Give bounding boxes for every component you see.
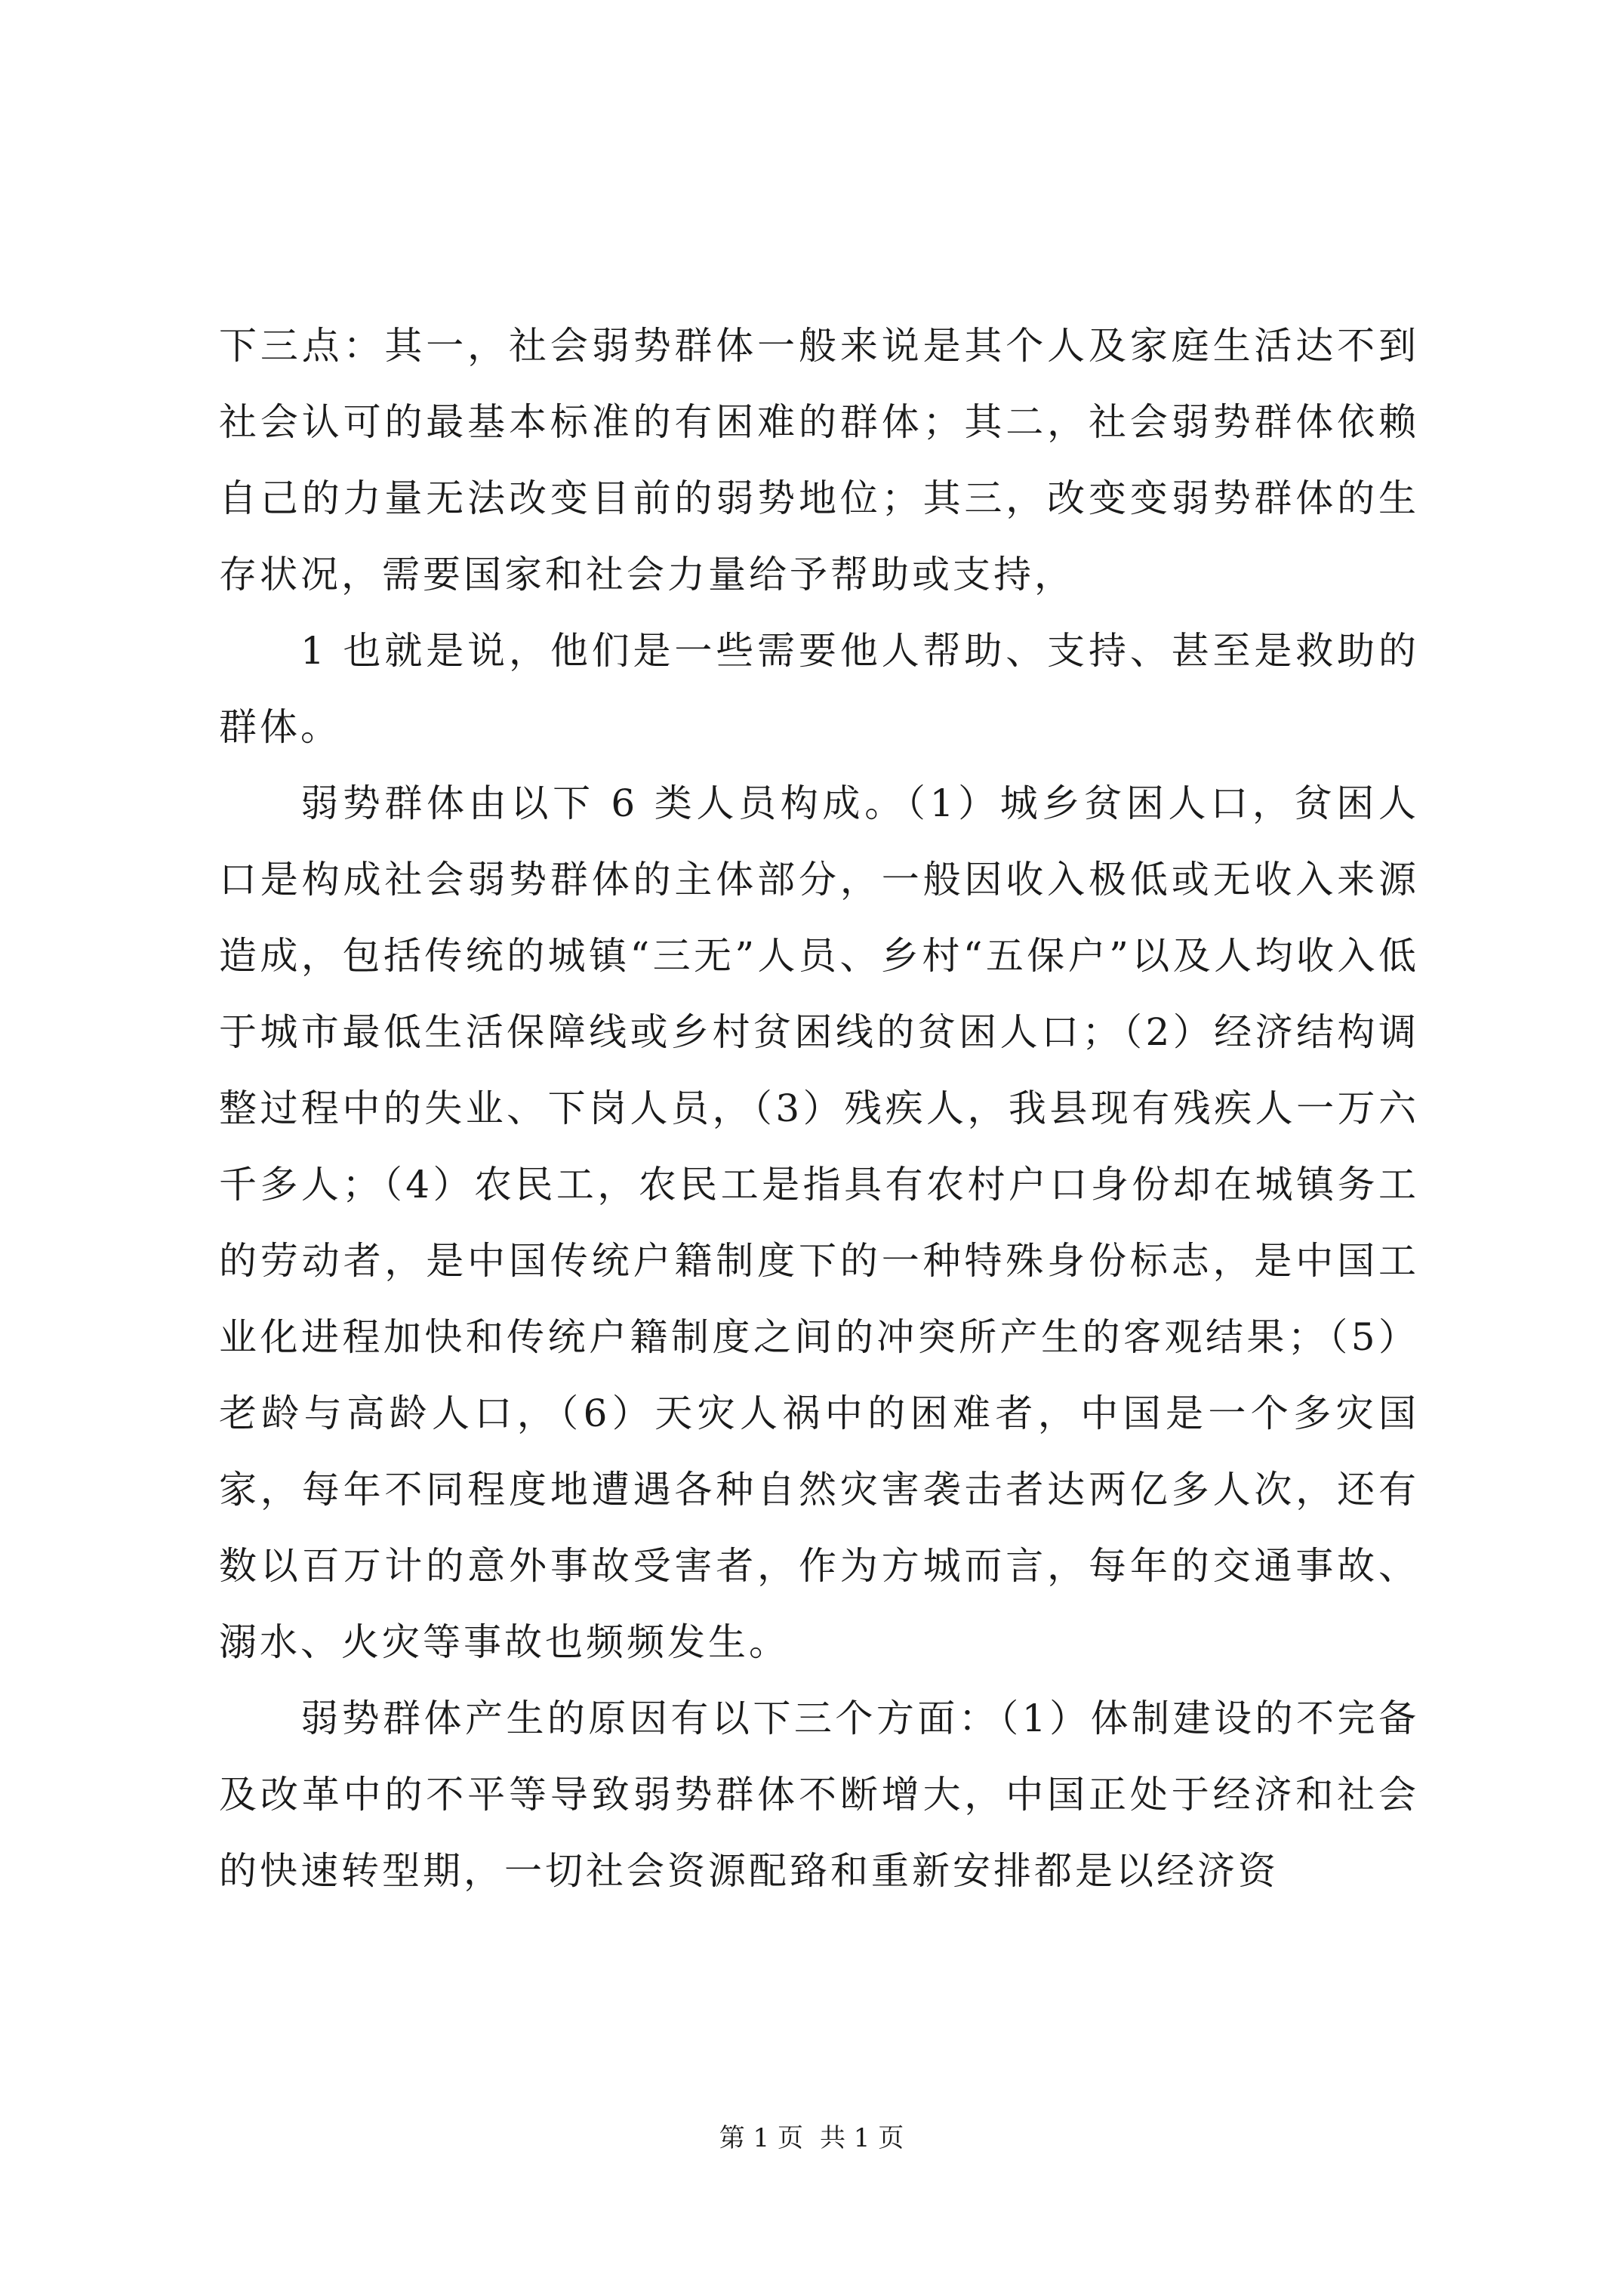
page-number: 第 1 页 [719, 2123, 803, 2153]
paragraph-4: 弱势群体产生的原因有以下三个方面：（1）体制建设的不完备及改革中的不平等导致弱势群体不断增大，中国正处于经济和社会的快速转型期，一切社会资源配臵和重新安排都是以经济资 [219, 1697, 1419, 1893]
page-total: 共 1 页 [820, 2123, 904, 2153]
paragraph-2: 1 也就是说，他们是一些需要他人帮助、支持、甚至是救助的群体。 [219, 629, 1419, 749]
paragraph-1: 下三点：其一，社会弱势群体一般来说是其个人及家庭生活达不到社会认可的最基本标准的有困难的群体；其二，社会弱势群体依赖自己的力量无法改变目前的弱势地位；其三，改变变弱势群体的生存状况，需要国家和社会力量给予帮助或支持， [219, 324, 1419, 596]
page-footer [0, 2123, 1623, 2153]
paragraph-3: 弱势群体由以下 6 类人员构成。（1）城乡贫困人口，贫困人口是构成社会弱势群体的主体部分，一般因收入极低或无收入来源造成，包括传统的城镇“三无”人员、乡村“五保户”以及人均收入低于城市最低生活保障线或乡村贫困线的贫困人口；（2）经济结构调整过程中的失业、下岗人员，（3）残疾人，我县现有残疾人一万六千多人；（4）农民工，农民工是指具有农村户口身份却在城镇务工的劳动者，是中国传统户籍制度下的一种特殊身份标志，是中国工业化进程加快和传统户籍制度之间的冲突所产生的客观结果；（5）老龄与高龄人口，（6）天灾人祸中的困难者，中国是一个多灾国家，每年不同程度地遭遇各种自然灾害袭击者达两亿多人次，还有数以百万计的意外事故受害者，作为方城而言，每年的交通事故、溺水、火灾等事故也频频发生。 [219, 781, 1419, 1664]
document-body [219, 308, 1419, 1909]
